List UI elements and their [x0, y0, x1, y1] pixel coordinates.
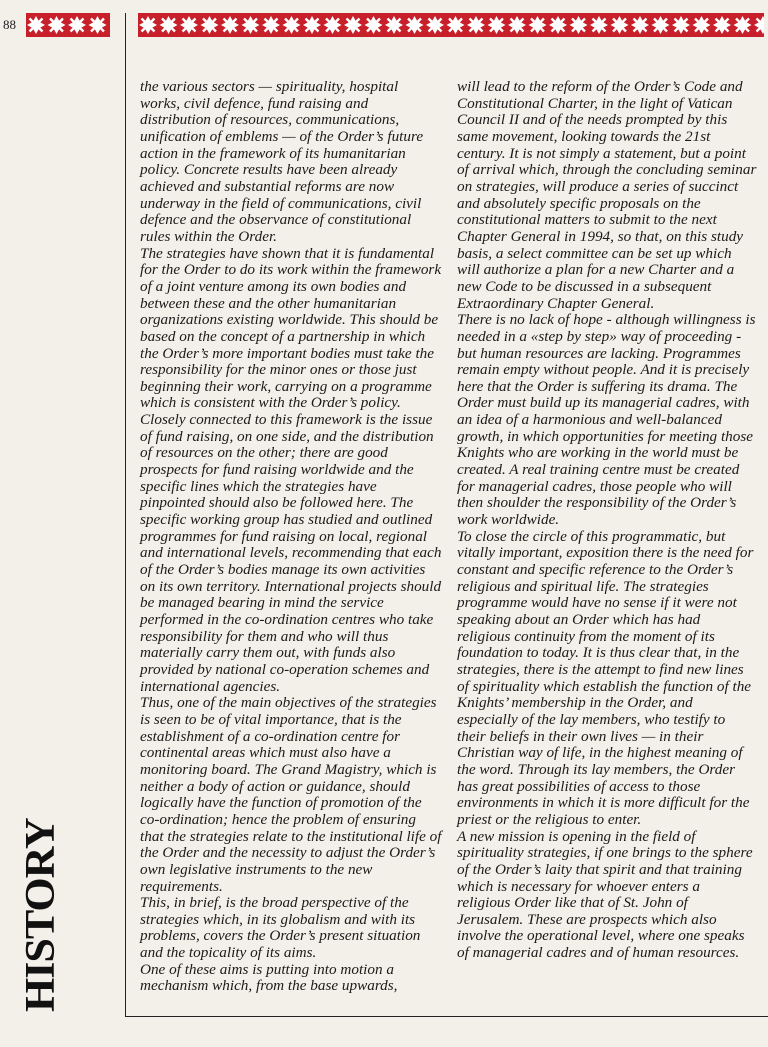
- paragraph: A new mission is opening in the field of spirituality strategies, if one brings to the sphere of the Order’s laity that spirit and that training which is necessary for whoever enters a religious Order like that of St. John of Jerusalem. These are prospects which also involve the operational level, where one speaks of managerial cadres and of human resources.: [457, 827, 753, 962]
- margin-rule: [125, 13, 126, 1016]
- decorative-cross-band-top: [138, 13, 764, 37]
- paragraph: The strategies have shown that it is fundamental for the Order to do its work within the framework of a joint venture among its own bodies and between these and the other humanitarian organizations existing worldwide. This should be based on the concept of a partnership in which the Order’s more important bodies must take the responsibility for the minor ones or those just beginning their work, carrying on a programme which is consistent with the Order’s policy.: [140, 244, 442, 412]
- maltese-cross-icon: [138, 13, 764, 37]
- decorative-cross-band-left: [26, 13, 110, 37]
- section-label: HISTORY: [18, 818, 64, 1012]
- paragraph: Closely connected to this framework is the issue of fund raising, on one side, and the distribution of resources on the other; there are good prospects for fund raising worldwide and the specific lines which the strategies have pinpointed should also be followed here. The specific working group has studied and outlined programmes for fund raising on local, regional and international levels, recommending that each of the Order’s bodies manage its own activities on its own territory. International projects should be managed bearing in mind the service performed in the co-ordination centres who take responsibility for them and who will thus materially carry them out, with funds also provided by national co-operation schemes and international agencies.: [140, 411, 442, 695]
- paragraph: One of these aims is putting into motion a mechanism which, from the base upwards,: [140, 960, 398, 995]
- paragraph: This, in brief, is the broad perspective of the strategies which, in its globalism and with its problems, covers the Order’s present situation and the topicality of its aims.: [140, 894, 421, 962]
- paragraph: will lead to the reform of the Order’s Code and Constitutional Charter, in the light of Vatican Council II and of the needs prompted by this same movement, looking towards the 21st century. It is not simply a statement, but a point of arrival which, through the concluding seminar on strategies, will produce a series of succinct and absolutely specific proposals on the constitutional matters to submit to the next Chapter General in 1994, so that, on this study basis, a select committee can be set up which will authorize a plan for a new Charter and a new Code to be discussed in a subsequent Extraordinary Chapter General.: [457, 78, 757, 312]
- bottom-rule: [125, 1016, 768, 1017]
- page-number: 88: [3, 17, 16, 32]
- paragraph: To close the circle of this programmatic, but vitally important, exposition there is the need for constant and specific reference to the Order’s religious and spiritual life. The strategies programme would have no sense if it were not speaking about an Order which has had religious continuity from the moment of its foundation to today. It is thus clear that, in the strategies, there is the attempt to find new lines of spirituality which establish the function of the Knights’ membership in the Order, and especially of the lay members, who testify to their beliefs in their own lives — in their Christian way of life, in the highest meaning of the word. Through its lay members, the Order has great possibilities of access to those environments in which it is more difficult for the priest or the religious to enter.: [457, 527, 754, 828]
- article-column-left: [140, 79, 442, 995]
- paragraph: There is no lack of hope - although willingness is needed in a «step by step» way of proceeding - but human resources are lacking. Programmes remain empty without people. And it is precisely here that the Order is suffering its drama. The Order must build up its managerial cadres, with an idea of a harmonious and well-balanced growth, in which opportunities for meeting those Knights who are working in the world must be created. A real training centre must be created for managerial cadres, those people who will then shoulder the responsibility of the Order’s work worldwide.: [457, 311, 756, 529]
- paragraph: the various sectors — spirituality, hospital works, civil defence, fund raising and distribution of resources, communications, unification of emblems — of the Order’s future action in the framework of its humanitarian policy. Concrete results have been already achieved and substantial reforms are now underway in the field of communications, civil defence and the observance of constitutional rules within the Order.: [140, 78, 424, 245]
- maltese-cross-icon: [26, 13, 110, 37]
- article-column-right: [457, 79, 757, 962]
- paragraph: Thus, one of the main objectives of the strategies is seen to be of vital importance, that is the establishment of a co-ordination centre for continental areas which must also have a monitoring board. The Grand Magistry, which is neither a body of action or guidance, should logically have the function of promotion of the co-ordination; hence the problem of ensuring that the strategies relate to the institutional life of the Order and the necessity to adjust the Order’s own legislative instruments to the new requirements.: [140, 694, 442, 895]
